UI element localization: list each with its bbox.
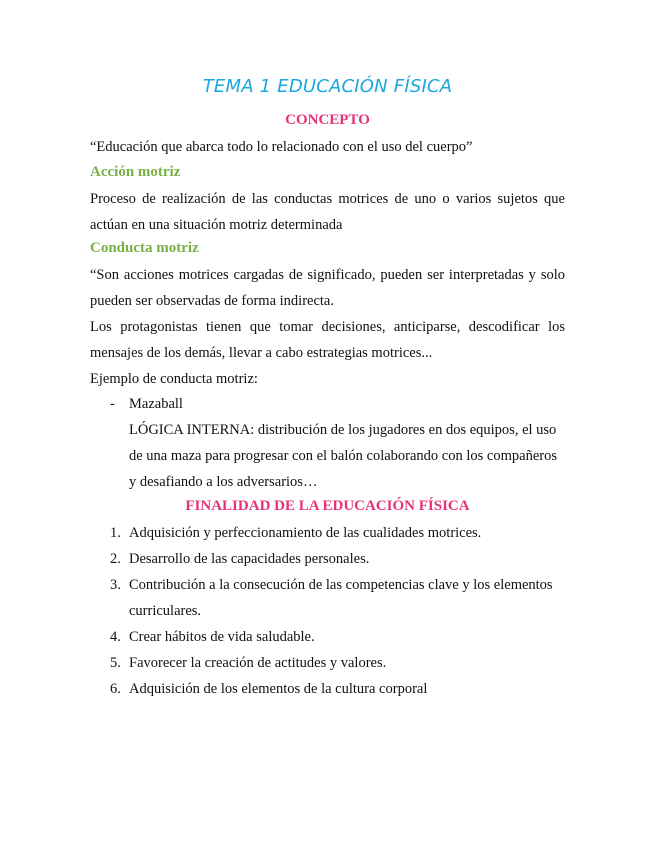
example-name: Mazaball	[129, 396, 183, 412]
concepto-text: “Educación que abarca todo lo relacionado con el uso del cuerpo”	[90, 139, 473, 155]
list-item-number: 4.	[110, 629, 121, 645]
list-item-number: 2.	[110, 551, 121, 567]
conducta-motriz-line: pueden ser observadas de forma indirecta.	[90, 293, 334, 309]
example-line: LÓGICA INTERNA: distribución de los jugadores en dos equipos, el uso	[129, 422, 557, 438]
conducta-motriz-heading: Conducta motriz	[90, 240, 199, 256]
conducta-motriz-line: Ejemplo de conducta motriz:	[90, 371, 258, 387]
example-line: y desafiando a los adversarios…	[129, 474, 318, 490]
example-line: de una maza para progresar con el balón colaborando con los compañeros	[129, 448, 557, 464]
list-item: Contribución a la consecución de las competencias clave y los elementos	[129, 577, 553, 593]
list-item: Favorecer la creación de actitudes y valores.	[129, 655, 387, 671]
list-item-number: 6.	[110, 681, 121, 697]
accion-motriz-heading: Acción motriz	[90, 164, 181, 180]
list-item-number: 3.	[110, 577, 121, 593]
list-item: Desarrollo de las capacidades personales.	[129, 551, 370, 567]
conducta-motriz-line: Los protagonistas tienen que tomar decisiones, anticiparse, descodificar los	[90, 319, 565, 335]
list-item: Adquisición y perfeccionamiento de las cualidades motrices.	[129, 525, 482, 541]
list-item-number: 1.	[110, 525, 121, 541]
accion-motriz-line: Proceso de realización de las conductas motrices de uno o varios sujetos que	[90, 191, 565, 207]
conducta-motriz-line: “Son acciones motrices cargadas de significado, pueden ser interpretadas y solo	[90, 267, 565, 283]
accion-motriz-line: actúan en una situación motriz determinada	[90, 217, 343, 233]
conducta-motriz-line: mensajes de los demás, llevar a cabo estrategias motrices...	[90, 345, 433, 361]
dash-bullet: -	[110, 396, 115, 412]
concepto-heading: CONCEPTO	[285, 112, 370, 128]
list-item-number: 5.	[110, 655, 121, 671]
list-item-continuation: curriculares.	[129, 603, 202, 619]
finalidad-heading: FINALIDAD DE LA EDUCACIÓN FÍSICA	[185, 498, 470, 514]
list-item: Crear hábitos de vida saludable.	[129, 629, 315, 645]
list-item: Adquisición de los elementos de la cultura corporal	[129, 681, 428, 697]
document-title: TEMA 1 EDUCACIÓN FÍSICA	[202, 76, 453, 97]
